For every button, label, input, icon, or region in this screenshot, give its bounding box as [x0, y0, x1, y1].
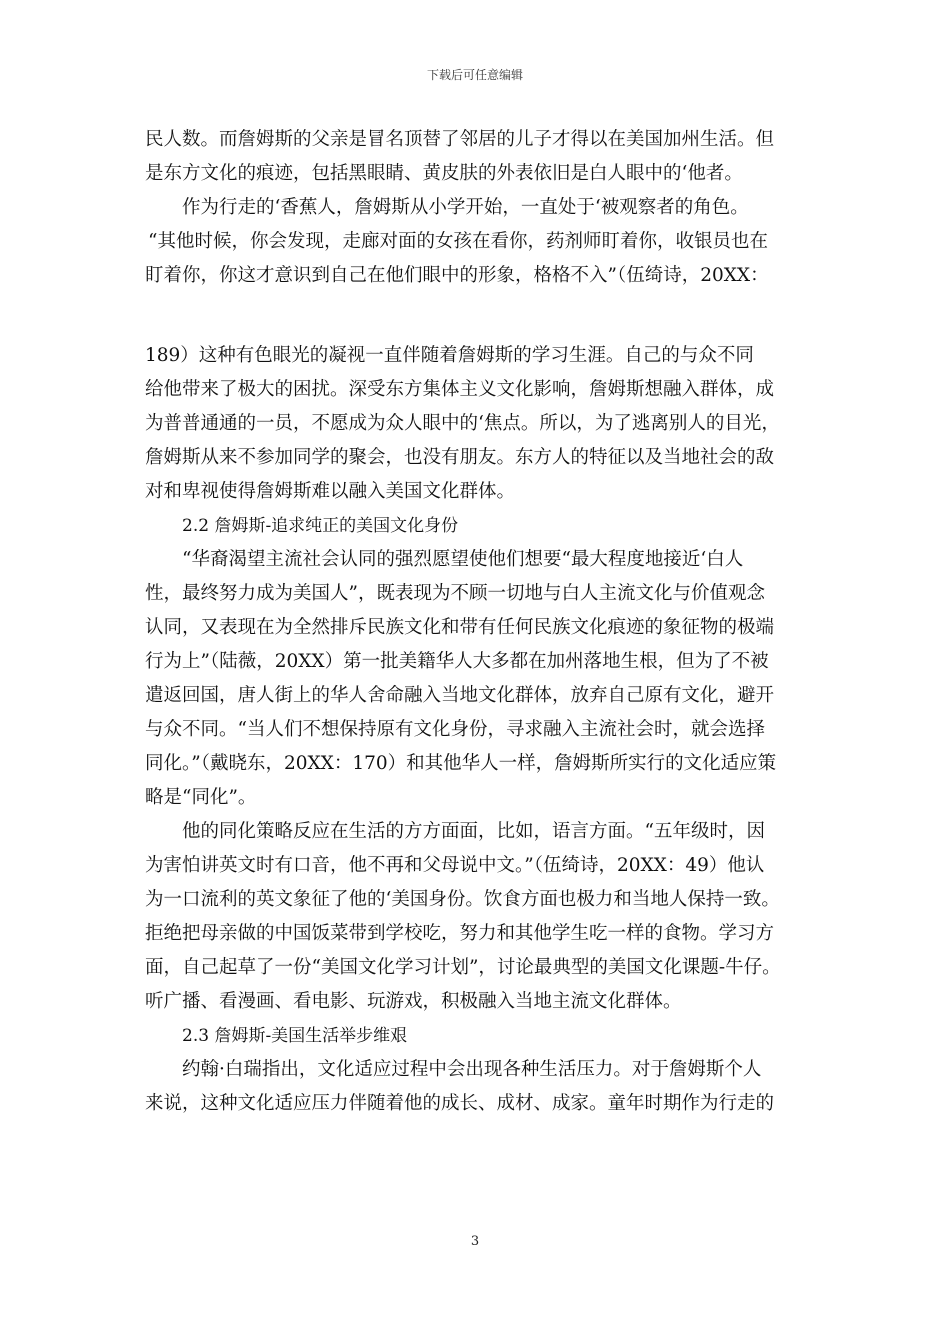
text-line: 拒绝把母亲做的中国饭菜带到学校吃，努力和其他学生吃一样的食物。学习方	[145, 923, 775, 944]
text-line: 听广播、看漫画、看电影、玩游戏，积极融入当地主流文化群体。	[145, 991, 682, 1012]
body-text	[145, 123, 815, 1121]
text-line: 遣返回国，唐人街上的华人舍命融入当地文化群体，放弃自己原有文化，避开	[145, 685, 775, 706]
text-line: 约翰·白瑞指出，文化适应过程中会出现各种生活压力。对于詹姆斯个人	[182, 1059, 762, 1080]
text-line: 为一口流利的英文象征了他的‘美国身份。饮食方面也极力和当地人保持一致。	[145, 889, 780, 910]
text-line: “华裔渴望主流社会认同的强烈愿望使他们想要“最大程度地接近‘白人	[182, 549, 744, 570]
text-line: 为害怕讲英文时有口音，他不再和父母说中文。”（伍绮诗，20XX：49）他认	[145, 855, 765, 876]
text-line: 189）这种有色眼光的凝视一直伴随着詹姆斯的学习生涯。自己的与众不同	[145, 345, 754, 366]
page-gap	[145, 293, 815, 339]
paragraph-assimilation-desire	[145, 543, 815, 815]
text-line: 作为行走的‘香蕉人，詹姆斯从小学开始，一直处于‘被观察者的角色。	[182, 197, 749, 218]
text-line: 是东方文化的痕迹，包括黑眼睛、黄皮肤的外表依旧是白人眼中的‘他者。	[145, 163, 743, 184]
section-heading-2-2: 2.2 詹姆斯-追求纯正的美国文化身份	[182, 516, 459, 536]
paragraph-assimilation-strategy	[145, 815, 815, 1019]
text-line: 盯着你，你这才意识到自己在他们眼中的形象，格格不入”（伍绮诗，20XX：	[145, 265, 769, 286]
text-line: 对和卑视使得詹姆斯难以融入美国文化群体。	[145, 481, 516, 502]
text-line: 行为上”（陆薇，20XX）第一批美籍华人大多都在加州落地生根，但为了不被	[145, 651, 769, 672]
text-line: 同化。”（戴晓东，20XX：170）和其他华人一样，詹姆斯所实行的文化适应策	[145, 753, 777, 774]
text-line: 与众不同。“当人们不想保持原有文化身份，寻求融入主流社会时，就会选择	[145, 719, 765, 740]
page-header: 下载后可任意编辑	[426, 68, 523, 82]
text-line: “其他时候，你会发现，走廊对面的女孩在看你，药剂师盯着你，收银员也在	[148, 231, 768, 252]
paragraph-life-pressure	[145, 1053, 815, 1121]
text-line: 认同，又表现在为全然排斥民族文化和带有任何民族文化痕迹的象征物的极端	[145, 617, 775, 638]
text-line: 给他带来了极大的困扰。深受东方集体主义文化影响，詹姆斯想融入群体，成	[145, 379, 775, 400]
paragraph-continued	[145, 123, 815, 191]
text-line: 詹姆斯从来不参加同学的聚会，也没有朋友。东方人的特征以及当地社会的敌	[145, 447, 775, 468]
page-number: 3	[470, 1234, 480, 1249]
text-line: 略是“同化”。	[145, 787, 257, 808]
text-line: 民人数。而詹姆斯的父亲是冒名顶替了邻居的儿子才得以在美国加州生活。但	[145, 129, 775, 150]
text-line: 面，自己起草了一份“美国文化学习计划”，讨论最典型的美国文化课题-牛仔。	[145, 957, 781, 978]
paragraph-banana-person	[145, 191, 815, 509]
section-heading-2-3: 2.3 詹姆斯-美国生活举步维艰	[182, 1026, 408, 1046]
text-line: 来说，这种文化适应压力伴随着他的成长、成材、成家。童年时期作为行走的	[145, 1093, 775, 1114]
text-line: 性，最终努力成为美国人”，既表现为不顾一切地与白人主流文化与价值观念	[145, 583, 765, 604]
text-line: 为普普通通的一员，不愿成为众人眼中的‘焦点。所以，为了逃离别人的目光，	[145, 413, 780, 434]
text-line: 他的同化策略反应在生活的方方面面，比如，语言方面。“五年级时，因	[182, 821, 765, 842]
